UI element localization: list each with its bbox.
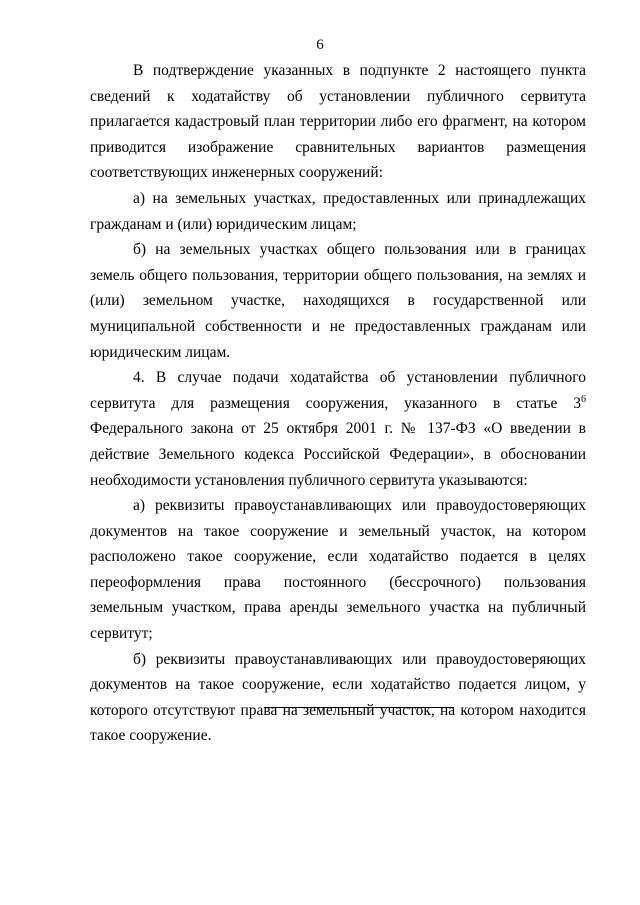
item4-text-start: 4. В случае подачи ходатайства об установлении публичного сервитута для размещения сооружения, указанного в статье 3	[90, 369, 586, 412]
paragraph-item-4	[90, 365, 586, 493]
article-superscript: 6	[581, 393, 586, 405]
paragraph-confirmation: В подтверждение указанных в подпункте 2 настоящего пункта сведений к ходатайству об установлении публичного сервитута прилагается кадастровый план территории либо его фрагмент, на котором приводится изображение сравнительных вариантов размещения соответствующих инженерных сооружений:	[90, 62, 586, 182]
end-separator-line	[264, 707, 454, 708]
paragraph-subitem-a: а) реквизиты правоустанавливающих или правоудостоверяющих документов на такое сооружение и земельный участок, на котором расположено такое сооружение, если ходатайство подается в целях переоформления права постоянного (бессрочного) пользования земельным участком, права аренды земельного участка на публичный сервитут;	[90, 497, 586, 643]
item4-text-end: Федерального закона от 25 октября 2001 г. № 137-ФЗ «О введении в действие Земельного кодекса Российской Федерации», в обосновании необходимости установления публичного сервитута указываются:	[90, 420, 586, 489]
paragraph-subitem-b: б) реквизиты правоустанавливающих или правоудостоверяющих документов на такое сооружение, если ходатайство подается лицом, у которого отсутствуют права на земельный участок, на котором находится такое сооружение.	[90, 650, 586, 745]
paragraph-item-a-land: а) на земельных участках, предоставленных или принадлежащих гражданам и (или) юридическим лицам;	[90, 189, 586, 233]
page-number: 6	[316, 37, 324, 53]
document-body	[90, 58, 586, 749]
paragraph-item-b-land: б) на земельных участках общего пользования или в границах земель общего пользования, территории общего пользования, на землях и (или) земельном участке, находящихся в государственной или муниципальной собственности и не предоставленных гражданам или юридическим лицам.	[90, 241, 586, 361]
